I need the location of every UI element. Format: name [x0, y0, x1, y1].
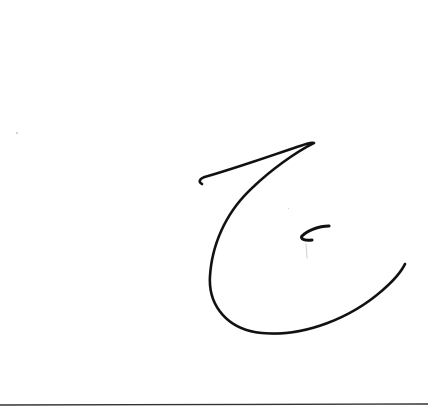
glyph-pencil-trace — [306, 244, 307, 258]
paper-speck — [288, 208, 289, 209]
glyph-inner-hook — [302, 226, 329, 240]
paper-speck — [16, 132, 18, 134]
baseline-rule — [0, 404, 428, 405]
